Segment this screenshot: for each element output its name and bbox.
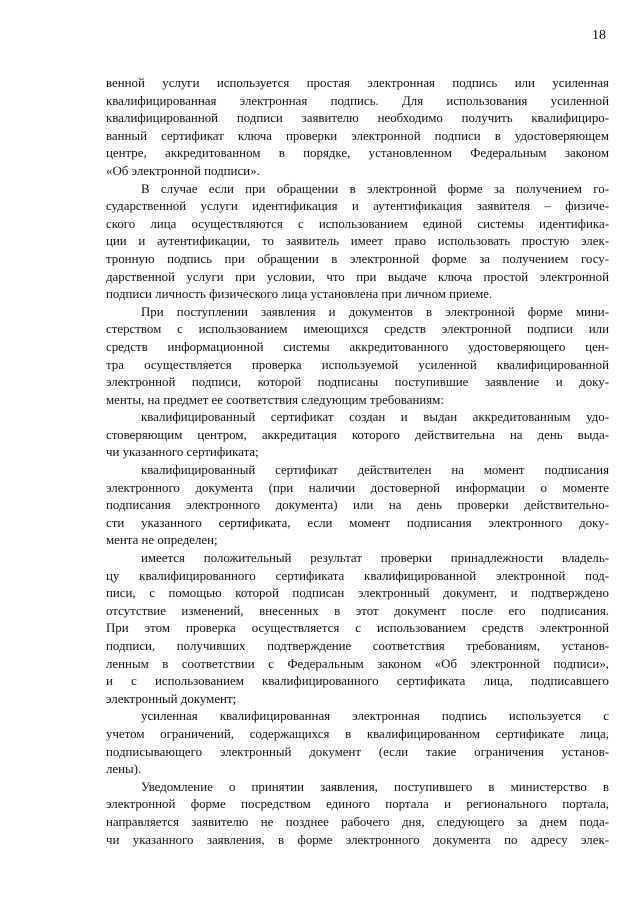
- text-line: мента не определен;: [106, 533, 218, 548]
- text-line: При этом проверка осуществляется с использованием средств электронной: [106, 621, 609, 636]
- text-line: средств информационной системы аккредитованного удостоверяющего цен-: [106, 339, 609, 354]
- text-line: усиленная квалифицированная электронная подпись используется с: [141, 709, 609, 724]
- text-line: лены).: [106, 762, 142, 777]
- text-line: тронную подпись при обращении в электронной форме за получением госу-: [106, 251, 609, 266]
- body-text: [106, 75, 609, 849]
- text-line: ленным в соответствии с Федеральным законом «Об электронной подписи»,: [106, 656, 609, 671]
- text-line: квалифицированная электронная подпись. Для использования усиленной: [106, 93, 609, 108]
- text-line: квалифицированный сертификат действителен на момент подписания: [141, 463, 609, 478]
- text-line: квалифицированной подписи заявителю необходимо получить квалифициро-: [106, 111, 609, 126]
- text-line: подписи личность физического лица установлена при личном приеме.: [106, 287, 493, 302]
- text-line: цу квалифицированного сертификата квалифицированной электронной под-: [106, 568, 609, 583]
- text-line: электронной подписи, которой подписаны поступившие заявление и доку-: [106, 375, 609, 390]
- text-line: сти указанного сертификата, если момент подписания электронного доку-: [106, 515, 609, 530]
- text-line: квалифицированный сертификат создан и выдан аккредитованным удо-: [141, 410, 609, 425]
- text-line: чи указанного заявления, в форме электронного документа по адресу элек-: [106, 832, 609, 847]
- text-line: чи указанного сертификата;: [106, 445, 259, 460]
- text-line: имеется положительный результат проверки принадлежности владель-: [141, 551, 609, 566]
- page-number: 18: [592, 28, 606, 43]
- text-line: подписи, получивших подтверждение соответствия требованиям, установ-: [106, 639, 609, 653]
- text-line: дарственной услуги при условии, что при выдаче ключа простой электронной: [106, 269, 609, 284]
- text-line: ского лица осуществляются с использованием единой системы идентифика-: [106, 216, 609, 231]
- text-line: При поступлении заявления и документов в электронной форме мини-: [141, 304, 609, 319]
- text-line: центре, аккредитованном в порядке, установленном Федеральным законом: [106, 146, 609, 161]
- text-line: отсутствие изменений, внесенных в этот документ после его подписания.: [106, 603, 609, 618]
- text-line: направляется заявителю не позднее рабочего дня, следующего за днем пода-: [106, 814, 609, 829]
- text-line: ции и аутентификации, то заявитель имеет право использовать простую элек-: [106, 234, 609, 249]
- text-line: сударственной услуги идентификация и аутентификация заявителя – физиче-: [106, 199, 609, 214]
- text-line: ванный сертификат ключа проверки электронной подписи в удостоверяющем: [106, 128, 609, 143]
- text-line: менты, на предмет ее соответствия следующим требованиям:: [106, 392, 444, 407]
- text-line: писи, с помощью которой подписан электронный документ, и подтверждено: [106, 586, 609, 601]
- text-line: стерством с использованием имеющихся средств электронной подписи или: [106, 322, 609, 337]
- text-line: электронного документа (при наличии достоверной информации о моменте: [106, 480, 609, 495]
- text-line: В случае если при обращении в электронной форме за получением го-: [141, 181, 609, 196]
- text-line: тра осуществляется проверка используемой усиленной квалифицированной: [106, 357, 609, 372]
- text-line: «Об электронной подписи».: [106, 163, 260, 178]
- text-line: электронный документ;: [106, 691, 237, 706]
- text-line: подписания электронного документа) или на день проверки действительно-: [106, 498, 609, 513]
- text-line: Уведомление о принятии заявления, поступившего в министерство в: [141, 779, 609, 794]
- text-line: электронной форме посредством единого портала и регионального портала,: [106, 797, 609, 812]
- text-line: учетом ограничений, содержащихся в квалифицированном сертификате лица,: [106, 726, 609, 741]
- text-line: венной услуги используется простая электронная подпись или усиленная: [106, 76, 609, 90]
- text-line: подписывающего электронный документ (если такие ограничения установ-: [106, 744, 609, 759]
- text-line: и с использованием квалифицированного сертификата лица, подписавшего: [106, 674, 609, 689]
- text-line: стоверяющим центром, аккредитация которого действительна на день выда-: [106, 427, 609, 442]
